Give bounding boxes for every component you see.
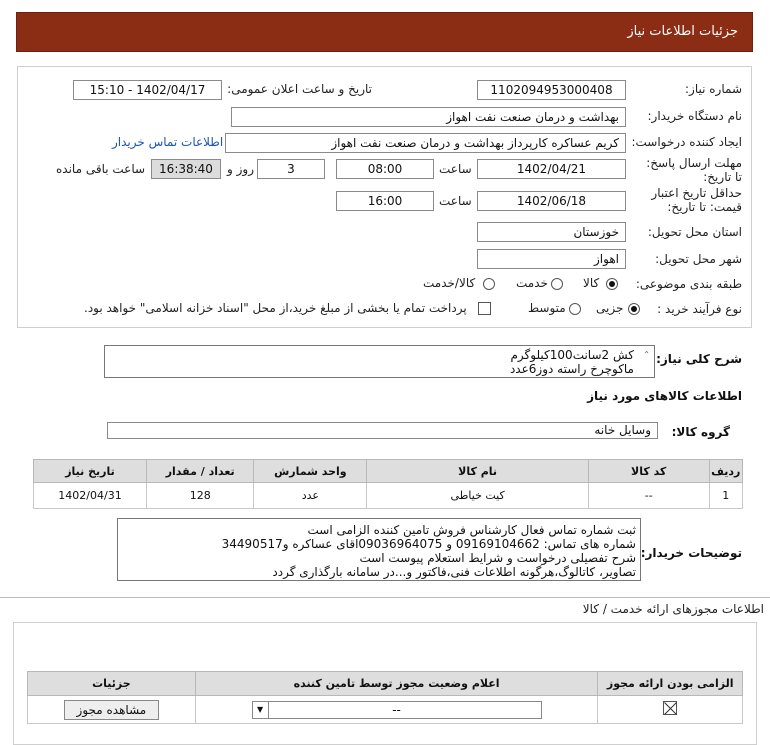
divider — [0, 597, 770, 598]
category-option-goods-service: کالا/خدمت — [423, 276, 476, 290]
col-license-status: اعلام وضعیت مجوز توسط تامین کننده — [195, 672, 598, 696]
buyer-org-field: بهداشت و درمان صنعت نفت اهواز — [231, 107, 626, 127]
process-label: نوع فرآیند خرید : — [657, 302, 742, 316]
summary-line-2: ماکوچرخ راسته دوز6عدد — [509, 362, 634, 376]
view-license-button[interactable]: مشاهده مجوز — [64, 700, 159, 720]
validity-time-label: ساعت — [439, 194, 472, 208]
buyer-org-label: نام دستگاه خریدار: — [647, 109, 742, 123]
notes-line-3: شرح تفصیلی درخواست و شرایط استعلام پیوست است — [359, 551, 636, 565]
creator-label: ایجاد کننده درخواست: — [631, 135, 742, 149]
page-header — [16, 12, 753, 52]
days-field: 3 — [257, 159, 325, 179]
process-option-minor: جزیی — [596, 301, 624, 315]
licenses-section-title: اطلاعات مجوزهای ارائه خدمت / کالا — [582, 602, 764, 616]
announce-field: 1402/04/17 - 15:10 — [73, 80, 222, 100]
treasury-payment-checkbox[interactable] — [478, 302, 491, 315]
process-radio-medium[interactable] — [569, 303, 581, 315]
remaining-label: ساعت باقی مانده — [56, 162, 146, 176]
cell-qty: 128 — [147, 483, 254, 509]
cell-unit: عدد — [254, 483, 367, 509]
goods-section-title: اطلاعات کالاهای مورد نیاز — [587, 389, 742, 403]
cell-row: 1 — [709, 483, 742, 509]
reply-date-field: 1402/04/21 — [477, 159, 626, 179]
col-license-details: جزئیات — [28, 672, 196, 696]
page-title: جزئیات اطلاعات نیاز — [627, 24, 738, 39]
license-status-select[interactable] — [252, 701, 542, 719]
required-checkbox — [663, 701, 677, 715]
summary-textarea[interactable] — [104, 345, 655, 378]
license-required-cell — [598, 696, 743, 724]
need-number-label: شماره نیاز: — [685, 82, 742, 96]
category-radio-goods[interactable] — [606, 278, 618, 290]
validity-time-field: 16:00 — [336, 191, 434, 211]
goods-group-field: وسایل خانه — [107, 422, 658, 439]
province-label: استان محل تحویل: — [647, 225, 742, 239]
process-option-medium: متوسط — [528, 301, 566, 315]
goods-group-label: گروه کالا: — [671, 425, 730, 439]
col-unit: واحد شمارش — [254, 460, 367, 483]
city-label: شهر محل تحویل: — [655, 252, 742, 266]
col-name: نام کالا — [367, 460, 588, 483]
license-status-value: -- — [392, 702, 401, 717]
treasury-payment-note: پرداخت تمام یا بخشی از مبلغ خرید،از محل "اسناد خزانه اسلامی" خواهد بود. — [84, 301, 467, 315]
dropdown-arrow-icon[interactable]: ▼ — [253, 702, 269, 718]
licenses-table — [27, 671, 743, 724]
license-details-cell — [28, 696, 196, 724]
cell-date: 1402/04/31 — [34, 483, 147, 509]
validity-date-field: 1402/06/18 — [477, 191, 626, 211]
table-row — [34, 483, 743, 509]
validity-label: حداقل تاریخ اعتبار قیمت: تا تاریخ: — [651, 186, 742, 214]
notes-line-4: تصاویر، کاتالوگ،هرگونه اطلاعات فنی،فاکتور و...در سامانه بارگذاری گردد — [272, 565, 636, 579]
announce-label: تاریخ و ساعت اعلان عمومی: — [227, 82, 372, 96]
creator-field: کریم عساکره کارپرداز بهداشت و درمان صنعت نفت اهواز — [225, 133, 626, 153]
buyer-notes-box — [117, 518, 641, 581]
cell-code: -- — [588, 483, 709, 509]
category-option-service: خدمت — [516, 276, 548, 290]
col-date: تاریخ نیاز — [34, 460, 147, 483]
process-radio-minor[interactable] — [628, 303, 640, 315]
cell-name: کیت خیاطی — [367, 483, 588, 509]
buyer-contact-link[interactable]: اطلاعات تماس خریدار — [112, 135, 224, 149]
table-row — [28, 696, 743, 724]
notes-line-1: ثبت شماره تماس فعال کارشناس فروش تامین کننده الزامی است — [307, 523, 636, 537]
col-qty: تعداد / مقدار — [147, 460, 254, 483]
city-field: اهواز — [477, 249, 626, 269]
reply-time-label: ساعت — [439, 162, 472, 176]
reply-deadline-label: مهلت ارسال پاسخ: تا تاریخ: — [646, 156, 742, 184]
goods-table — [33, 459, 743, 509]
buyer-notes-label: توضیحات خریدار: — [640, 546, 742, 560]
need-number-field: 1102094953000408 — [477, 80, 626, 100]
category-radio-service[interactable] — [551, 278, 563, 290]
col-license-required: الزامی بودن ارائه مجوز — [598, 672, 743, 696]
category-label: طبقه بندی موضوعی: — [635, 277, 742, 291]
col-row: ردیف — [709, 460, 742, 483]
reply-time-field: 08:00 — [336, 159, 434, 179]
category-option-goods: کالا — [583, 276, 600, 290]
resize-handle-icon[interactable]: ⌃ — [643, 350, 650, 359]
col-code: کد کالا — [588, 460, 709, 483]
category-radio-goods-service[interactable] — [483, 278, 495, 290]
summary-line-1: کش 2سانت100کیلوگرم — [510, 348, 634, 362]
days-label: روز و — [227, 162, 254, 176]
license-status-cell — [195, 696, 598, 724]
province-field: خوزستان — [477, 222, 626, 242]
notes-line-2: شماره های تماس: 09169104662 و 09036964075اقای عساکره و34490517 — [221, 537, 636, 551]
remaining-time-field: 16:38:40 — [151, 159, 221, 179]
summary-label: شرح کلی نیاز: — [656, 352, 742, 366]
